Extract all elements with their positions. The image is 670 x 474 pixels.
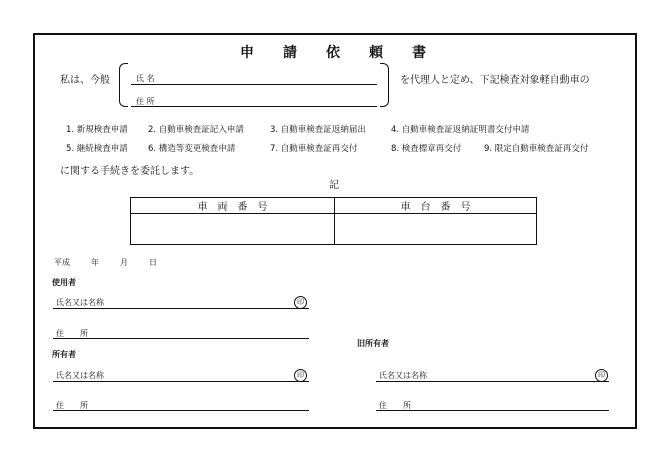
owner-name-field[interactable]: [53, 381, 309, 382]
owner-heading: 所有者: [52, 350, 76, 359]
intro-prefix: 私は、今般: [60, 75, 110, 86]
user-name-label: 氏名又は名称: [56, 298, 104, 307]
user-seal-icon: 印: [294, 296, 307, 309]
date-year: 年: [91, 258, 99, 267]
title-char: 依: [326, 45, 340, 61]
agent-name-label: 氏 名: [136, 74, 155, 83]
agent-address-field[interactable]: [131, 106, 377, 107]
date-month: 月: [120, 258, 128, 267]
owner-name-label: 氏名又は名称: [56, 371, 104, 380]
date-day: 日: [149, 258, 157, 267]
agent-name-field[interactable]: [131, 84, 377, 85]
title-char: 申: [240, 45, 254, 61]
vehicle-number-header: 車 両 番 号: [131, 198, 335, 214]
owner-address-field[interactable]: [53, 410, 309, 411]
chassis-number-cell[interactable]: [335, 214, 537, 245]
former-owner-heading: 旧所有者: [357, 339, 389, 348]
procedure-item: 2. 自動車検査証記入申請: [148, 125, 244, 135]
procedure-item: 6. 構造等変更検査申請: [148, 144, 236, 154]
right-bracket: [380, 63, 389, 107]
date-era: 平成: [54, 258, 70, 267]
title-char: 書: [412, 45, 426, 61]
delegation-text: に関する手続きを委託します。: [60, 166, 200, 177]
title-char: 頼: [369, 45, 383, 61]
procedure-item: 5. 継続検査申請: [66, 144, 128, 154]
vehicle-number-cell[interactable]: [131, 214, 335, 245]
procedure-item: 8. 検査標章再交付: [391, 144, 462, 154]
procedure-item: 3. 自動車検査証返納届出: [270, 125, 366, 135]
former-owner-name-field[interactable]: [376, 381, 609, 382]
vehicle-table: [130, 197, 537, 245]
procedure-item: 1. 新規検査申請: [66, 125, 128, 135]
former-owner-address-field[interactable]: [376, 410, 609, 411]
agent-address-label: 住 所: [136, 97, 155, 106]
form-title: [240, 42, 455, 62]
procedure-item: 7. 自動車検査証再交付: [270, 144, 358, 154]
owner-address-label: 住 所: [56, 401, 88, 410]
procedure-item: 4. 自動車検査証返納証明書交付申請: [391, 125, 530, 135]
owner-seal-icon: 印: [294, 369, 307, 382]
user-address-field[interactable]: [53, 338, 309, 339]
intro-suffix: を代理人と定め、下記検査対象軽自動車の: [400, 75, 590, 86]
former-owner-seal-icon: 印: [595, 369, 608, 382]
former-owner-name-label: 氏名又は名称: [379, 371, 427, 380]
left-bracket: [119, 63, 128, 107]
user-heading: 使用者: [52, 278, 76, 287]
user-name-field[interactable]: [53, 308, 309, 309]
chassis-number-header: 車 台 番 号: [335, 198, 537, 214]
ki-label: 記: [329, 180, 339, 191]
procedure-item: 9. 限定自動車検査証再交付: [484, 144, 589, 154]
user-address-label: 住 所: [56, 329, 88, 338]
former-owner-address-label: 住 所: [379, 401, 411, 410]
title-char: 請: [283, 45, 297, 61]
